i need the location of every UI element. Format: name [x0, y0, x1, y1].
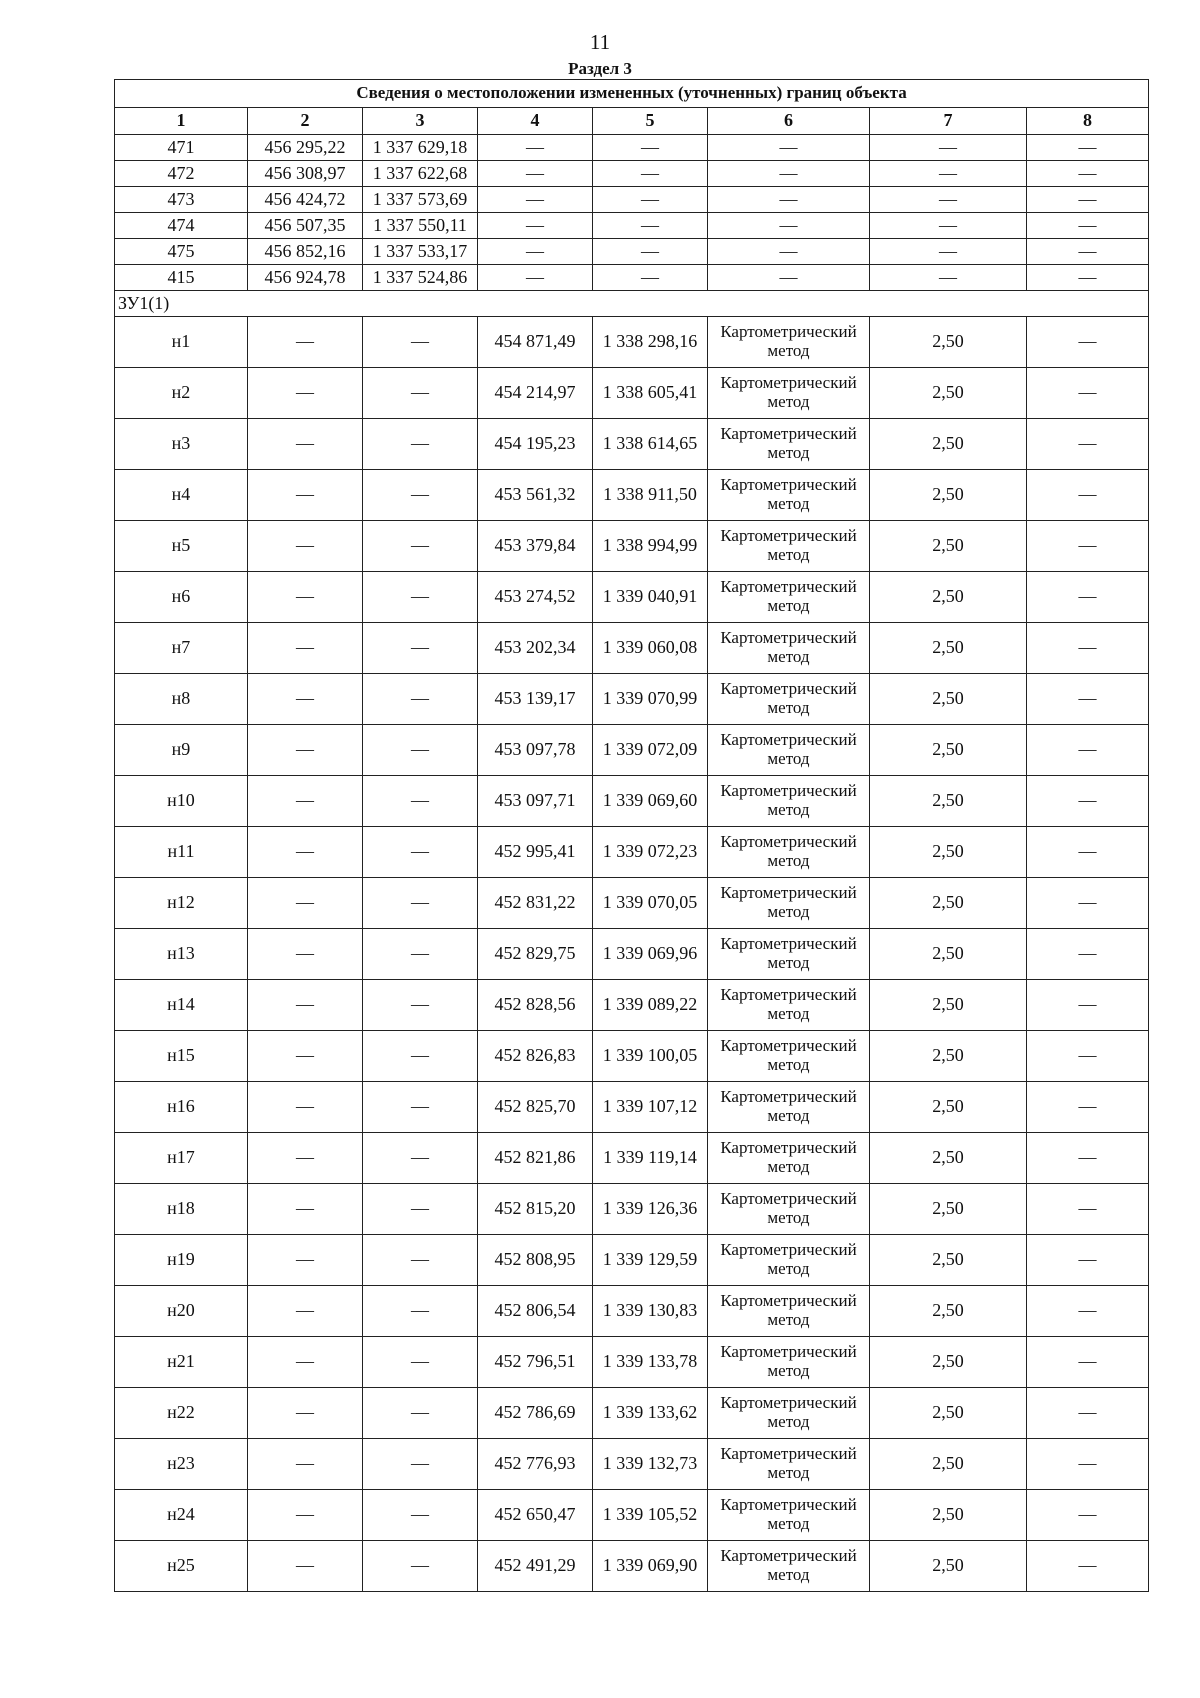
empty-value-cell: — — [1027, 1541, 1149, 1592]
method-cell: Картометрический метод — [708, 1133, 870, 1184]
table-cell: 2,50 — [870, 725, 1027, 776]
table-cell: 2,50 — [870, 1235, 1027, 1286]
method-cell: Картометрический метод — [708, 470, 870, 521]
table-row — [115, 317, 1149, 368]
method-cell: Картометрический метод — [708, 1541, 870, 1592]
method-cell: Картометрический метод — [708, 1388, 870, 1439]
table-cell: н13 — [115, 929, 248, 980]
empty-value-cell: — — [363, 725, 478, 776]
table-cell: 2,50 — [870, 1337, 1027, 1388]
table-cell: 475 — [115, 239, 248, 265]
empty-value-cell: — — [248, 1337, 363, 1388]
method-cell: Картометрический метод — [708, 317, 870, 368]
table-cell: н23 — [115, 1439, 248, 1490]
empty-value-cell: — — [248, 1184, 363, 1235]
method-cell: Картометрический метод — [708, 878, 870, 929]
method-cell: Картометрический метод — [708, 929, 870, 980]
column-header: 1 — [115, 108, 248, 135]
table-row — [115, 161, 1149, 187]
table-cell: н4 — [115, 470, 248, 521]
empty-value-cell: — — [593, 265, 708, 291]
empty-value-cell: — — [248, 1082, 363, 1133]
empty-value-cell: — — [363, 1133, 478, 1184]
table-cell: 1 337 622,68 — [363, 161, 478, 187]
empty-value-cell: — — [708, 161, 870, 187]
table-cell: 456 852,16 — [248, 239, 363, 265]
table-cell: 454 195,23 — [478, 419, 593, 470]
empty-value-cell: — — [248, 419, 363, 470]
empty-value-cell: — — [363, 1337, 478, 1388]
empty-value-cell: — — [1027, 187, 1149, 213]
table-cell: 2,50 — [870, 1133, 1027, 1184]
empty-value-cell: — — [478, 213, 593, 239]
empty-value-cell: — — [593, 135, 708, 161]
table-cell: 2,50 — [870, 827, 1027, 878]
group-label: ЗУ1(1) — [115, 291, 1149, 317]
table-cell: 1 337 573,69 — [363, 187, 478, 213]
empty-value-cell: — — [478, 161, 593, 187]
table-cell: 1 339 089,22 — [593, 980, 708, 1031]
table-cell: н24 — [115, 1490, 248, 1541]
empty-value-cell: — — [248, 1388, 363, 1439]
empty-value-cell: — — [248, 368, 363, 419]
empty-value-cell: — — [1027, 419, 1149, 470]
table-cell: н6 — [115, 572, 248, 623]
table-row — [115, 1184, 1149, 1235]
empty-value-cell: — — [1027, 980, 1149, 1031]
empty-value-cell: — — [1027, 265, 1149, 291]
empty-value-cell: — — [1027, 135, 1149, 161]
method-cell: Картометрический метод — [708, 1286, 870, 1337]
method-cell: Картометрический метод — [708, 827, 870, 878]
table-cell: 2,50 — [870, 776, 1027, 827]
table-row — [115, 980, 1149, 1031]
method-cell: Картометрический метод — [708, 1082, 870, 1133]
table-cell: н15 — [115, 1031, 248, 1082]
empty-value-cell: — — [593, 187, 708, 213]
table-row — [115, 1490, 1149, 1541]
empty-value-cell: — — [248, 674, 363, 725]
table-cell: 2,50 — [870, 1388, 1027, 1439]
empty-value-cell: — — [248, 1235, 363, 1286]
table-cell: 1 338 911,50 — [593, 470, 708, 521]
empty-value-cell: — — [1027, 213, 1149, 239]
column-header: 5 — [593, 108, 708, 135]
empty-value-cell: — — [1027, 674, 1149, 725]
table-cell: 1 339 105,52 — [593, 1490, 708, 1541]
table-row — [115, 1133, 1149, 1184]
method-cell: Картометрический метод — [708, 419, 870, 470]
empty-value-cell: — — [363, 1388, 478, 1439]
table-cell: 453 097,78 — [478, 725, 593, 776]
table-cell: 1 339 132,73 — [593, 1439, 708, 1490]
table-cell: 453 379,84 — [478, 521, 593, 572]
table-title: Сведения о местоположении измененных (уточненных) границ объекта — [115, 80, 1149, 108]
empty-value-cell: — — [478, 239, 593, 265]
empty-value-cell: — — [363, 674, 478, 725]
empty-value-cell: — — [1027, 1184, 1149, 1235]
empty-value-cell: — — [1027, 368, 1149, 419]
empty-value-cell: — — [363, 1541, 478, 1592]
column-header-row — [115, 108, 1149, 135]
empty-value-cell: — — [1027, 1235, 1149, 1286]
empty-value-cell: — — [1027, 776, 1149, 827]
section-label: Раздел 3 — [568, 59, 632, 78]
column-header: 2 — [248, 108, 363, 135]
empty-value-cell: — — [870, 265, 1027, 291]
column-header: 3 — [363, 108, 478, 135]
empty-value-cell: — — [363, 1082, 478, 1133]
method-cell: Картометрический метод — [708, 572, 870, 623]
empty-value-cell: — — [248, 725, 363, 776]
empty-value-cell: — — [1027, 470, 1149, 521]
table-cell: 2,50 — [870, 317, 1027, 368]
table-cell: 453 202,34 — [478, 623, 593, 674]
table-cell: 452 831,22 — [478, 878, 593, 929]
table-cell: 1 339 107,12 — [593, 1082, 708, 1133]
table-cell: 452 995,41 — [478, 827, 593, 878]
table-cell: 1 337 550,11 — [363, 213, 478, 239]
table-cell: 1 339 130,83 — [593, 1286, 708, 1337]
column-header: 8 — [1027, 108, 1149, 135]
empty-value-cell: — — [248, 980, 363, 1031]
table-cell: 452 776,93 — [478, 1439, 593, 1490]
table-cell: н10 — [115, 776, 248, 827]
table-cell: 2,50 — [870, 929, 1027, 980]
table-cell: 453 097,71 — [478, 776, 593, 827]
empty-value-cell: — — [1027, 1286, 1149, 1337]
table-row — [115, 213, 1149, 239]
empty-value-cell: — — [248, 1031, 363, 1082]
table-cell: н17 — [115, 1133, 248, 1184]
table-cell: 453 561,32 — [478, 470, 593, 521]
empty-value-cell: — — [363, 827, 478, 878]
table-cell: 453 139,17 — [478, 674, 593, 725]
table-cell: н25 — [115, 1541, 248, 1592]
table-cell: 2,50 — [870, 368, 1027, 419]
table-cell: н7 — [115, 623, 248, 674]
table-row — [115, 265, 1149, 291]
table-cell: 1 339 126,36 — [593, 1184, 708, 1235]
table-row — [115, 470, 1149, 521]
empty-value-cell: — — [1027, 1388, 1149, 1439]
table-cell: 456 295,22 — [248, 135, 363, 161]
table-cell: 456 507,35 — [248, 213, 363, 239]
table-row — [115, 1541, 1149, 1592]
table-cell: 452 815,20 — [478, 1184, 593, 1235]
empty-value-cell: — — [1027, 1031, 1149, 1082]
table-cell: 456 924,78 — [248, 265, 363, 291]
table-cell: 1 339 069,60 — [593, 776, 708, 827]
table-cell: н21 — [115, 1337, 248, 1388]
table-cell: 1 337 524,86 — [363, 265, 478, 291]
method-cell: Картометрический метод — [708, 1031, 870, 1082]
table-row — [115, 135, 1149, 161]
empty-value-cell: — — [1027, 623, 1149, 674]
table-cell: 1 339 070,05 — [593, 878, 708, 929]
empty-value-cell: — — [708, 187, 870, 213]
empty-value-cell: — — [363, 1184, 478, 1235]
empty-value-cell: — — [248, 1133, 363, 1184]
table-cell: н2 — [115, 368, 248, 419]
table-cell: н11 — [115, 827, 248, 878]
empty-value-cell: — — [248, 1439, 363, 1490]
table-row — [115, 1388, 1149, 1439]
table-cell: 1 339 129,59 — [593, 1235, 708, 1286]
table-row — [115, 674, 1149, 725]
method-cell: Картометрический метод — [708, 1184, 870, 1235]
table-cell: н8 — [115, 674, 248, 725]
empty-value-cell: — — [1027, 1133, 1149, 1184]
table-cell: н1 — [115, 317, 248, 368]
table-cell: 2,50 — [870, 1082, 1027, 1133]
table-cell: н18 — [115, 1184, 248, 1235]
empty-value-cell: — — [248, 470, 363, 521]
empty-value-cell: — — [363, 878, 478, 929]
table-cell: 1 339 100,05 — [593, 1031, 708, 1082]
table-cell: 474 — [115, 213, 248, 239]
table-cell: 452 806,54 — [478, 1286, 593, 1337]
table-cell: 471 — [115, 135, 248, 161]
empty-value-cell: — — [870, 239, 1027, 265]
empty-value-cell: — — [363, 776, 478, 827]
table-cell: 2,50 — [870, 1286, 1027, 1337]
empty-value-cell: — — [248, 1286, 363, 1337]
table-cell: 1 339 060,08 — [593, 623, 708, 674]
table-row — [115, 1439, 1149, 1490]
table-cell: 1 339 069,90 — [593, 1541, 708, 1592]
table-cell: 452 829,75 — [478, 929, 593, 980]
empty-value-cell: — — [248, 827, 363, 878]
empty-value-cell: — — [248, 1541, 363, 1592]
empty-value-cell: — — [363, 368, 478, 419]
table-cell: н22 — [115, 1388, 248, 1439]
table-row — [115, 725, 1149, 776]
table-row — [115, 827, 1149, 878]
empty-value-cell: — — [248, 878, 363, 929]
empty-value-cell: — — [363, 1031, 478, 1082]
empty-value-cell: — — [248, 1490, 363, 1541]
table-cell: 2,50 — [870, 878, 1027, 929]
empty-value-cell: — — [1027, 521, 1149, 572]
empty-value-cell: — — [593, 213, 708, 239]
table-cell: н5 — [115, 521, 248, 572]
empty-value-cell: — — [1027, 1082, 1149, 1133]
table-row — [115, 187, 1149, 213]
table-cell: 1 339 133,78 — [593, 1337, 708, 1388]
table-cell: 1 337 629,18 — [363, 135, 478, 161]
method-cell: Картометрический метод — [708, 776, 870, 827]
method-cell: Картометрический метод — [708, 725, 870, 776]
table-row — [115, 1031, 1149, 1082]
table-cell: 2,50 — [870, 1439, 1027, 1490]
table-cell: 2,50 — [870, 572, 1027, 623]
table-cell: 2,50 — [870, 1031, 1027, 1082]
method-cell: Картометрический метод — [708, 1490, 870, 1541]
method-cell: Картометрический метод — [708, 1337, 870, 1388]
empty-value-cell: — — [593, 239, 708, 265]
empty-value-cell: — — [1027, 1490, 1149, 1541]
empty-value-cell: — — [248, 521, 363, 572]
method-cell: Картометрический метод — [708, 980, 870, 1031]
empty-value-cell: — — [708, 265, 870, 291]
table-cell: н9 — [115, 725, 248, 776]
table-cell: н12 — [115, 878, 248, 929]
table-cell: 1 337 533,17 — [363, 239, 478, 265]
empty-value-cell: — — [363, 1286, 478, 1337]
method-cell: Картометрический метод — [708, 368, 870, 419]
method-cell: Картометрический метод — [708, 521, 870, 572]
empty-value-cell: — — [1027, 1337, 1149, 1388]
empty-value-cell: — — [1027, 878, 1149, 929]
empty-value-cell: — — [1027, 725, 1149, 776]
table-cell: 456 424,72 — [248, 187, 363, 213]
table-cell: 1 338 298,16 — [593, 317, 708, 368]
empty-value-cell: — — [248, 623, 363, 674]
table-row — [115, 1286, 1149, 1337]
empty-value-cell: — — [1027, 239, 1149, 265]
empty-value-cell: — — [248, 929, 363, 980]
empty-value-cell: — — [870, 161, 1027, 187]
empty-value-cell: — — [363, 419, 478, 470]
empty-value-cell: — — [593, 161, 708, 187]
table-cell: 1 338 614,65 — [593, 419, 708, 470]
table-cell: 2,50 — [870, 980, 1027, 1031]
empty-value-cell: — — [363, 1439, 478, 1490]
empty-value-cell: — — [1027, 317, 1149, 368]
table-cell: 2,50 — [870, 521, 1027, 572]
table-cell: 452 786,69 — [478, 1388, 593, 1439]
table-cell: 454 871,49 — [478, 317, 593, 368]
empty-value-cell: — — [870, 135, 1027, 161]
empty-value-cell: — — [478, 187, 593, 213]
table-cell: 1 339 133,62 — [593, 1388, 708, 1439]
table-cell: 1 339 069,96 — [593, 929, 708, 980]
empty-value-cell: — — [1027, 1439, 1149, 1490]
table-cell: 2,50 — [870, 470, 1027, 521]
table-cell: н19 — [115, 1235, 248, 1286]
empty-value-cell: — — [478, 265, 593, 291]
empty-value-cell: — — [363, 1235, 478, 1286]
group-row — [115, 291, 1149, 317]
table-cell: 454 214,97 — [478, 368, 593, 419]
table-cell: 1 338 605,41 — [593, 368, 708, 419]
empty-value-cell: — — [248, 776, 363, 827]
table-cell: 1 339 119,14 — [593, 1133, 708, 1184]
empty-value-cell: — — [363, 623, 478, 674]
table-cell: 452 821,86 — [478, 1133, 593, 1184]
method-cell: Картометрический метод — [708, 1439, 870, 1490]
table-row — [115, 1235, 1149, 1286]
empty-value-cell: — — [363, 980, 478, 1031]
table-cell: 2,50 — [870, 419, 1027, 470]
table-cell: н20 — [115, 1286, 248, 1337]
empty-value-cell: — — [708, 213, 870, 239]
table-row — [115, 521, 1149, 572]
table-cell: 473 — [115, 187, 248, 213]
table-cell: 1 339 040,91 — [593, 572, 708, 623]
empty-value-cell: — — [870, 213, 1027, 239]
column-header: 4 — [478, 108, 593, 135]
empty-value-cell: — — [363, 929, 478, 980]
method-cell: Картометрический метод — [708, 674, 870, 725]
empty-value-cell: — — [363, 317, 478, 368]
table-cell: 2,50 — [870, 1184, 1027, 1235]
boundary-table — [114, 79, 1149, 1592]
table-row — [115, 776, 1149, 827]
table-cell: 2,50 — [870, 623, 1027, 674]
table-row — [115, 1337, 1149, 1388]
empty-value-cell: — — [1027, 929, 1149, 980]
empty-value-cell: — — [708, 135, 870, 161]
table-row — [115, 572, 1149, 623]
table-row — [115, 239, 1149, 265]
table-row — [115, 419, 1149, 470]
empty-value-cell: — — [363, 521, 478, 572]
table-row — [115, 929, 1149, 980]
empty-value-cell: — — [478, 135, 593, 161]
empty-value-cell: — — [363, 470, 478, 521]
table-cell: 1 339 072,23 — [593, 827, 708, 878]
table-row — [115, 1082, 1149, 1133]
table-cell: 456 308,97 — [248, 161, 363, 187]
table-cell: 2,50 — [870, 1541, 1027, 1592]
empty-value-cell: — — [1027, 161, 1149, 187]
page-number: 11 — [589, 30, 611, 54]
empty-value-cell: — — [363, 1490, 478, 1541]
table-cell: 1 338 994,99 — [593, 521, 708, 572]
empty-value-cell: — — [1027, 827, 1149, 878]
table-cell: 453 274,52 — [478, 572, 593, 623]
table-cell: 2,50 — [870, 674, 1027, 725]
table-cell: 452 650,47 — [478, 1490, 593, 1541]
table-cell: 452 491,29 — [478, 1541, 593, 1592]
column-header: 7 — [870, 108, 1027, 135]
table-cell: 452 826,83 — [478, 1031, 593, 1082]
table-cell: 452 828,56 — [478, 980, 593, 1031]
table-cell: н16 — [115, 1082, 248, 1133]
column-header: 6 — [708, 108, 870, 135]
empty-value-cell: — — [248, 572, 363, 623]
empty-value-cell: — — [248, 317, 363, 368]
empty-value-cell: — — [708, 239, 870, 265]
table-cell: 472 — [115, 161, 248, 187]
table-row — [115, 878, 1149, 929]
table-cell: н14 — [115, 980, 248, 1031]
empty-value-cell: — — [870, 187, 1027, 213]
empty-value-cell: — — [363, 572, 478, 623]
table-cell: 1 339 072,09 — [593, 725, 708, 776]
table-cell: 452 808,95 — [478, 1235, 593, 1286]
table-cell: 415 — [115, 265, 248, 291]
table-cell: 2,50 — [870, 1490, 1027, 1541]
method-cell: Картометрический метод — [708, 623, 870, 674]
table-cell: н3 — [115, 419, 248, 470]
table-row — [115, 623, 1149, 674]
table-cell: 452 825,70 — [478, 1082, 593, 1133]
table-cell: 1 339 070,99 — [593, 674, 708, 725]
method-cell: Картометрический метод — [708, 1235, 870, 1286]
empty-value-cell: — — [1027, 572, 1149, 623]
table-cell: 452 796,51 — [478, 1337, 593, 1388]
table-row — [115, 368, 1149, 419]
